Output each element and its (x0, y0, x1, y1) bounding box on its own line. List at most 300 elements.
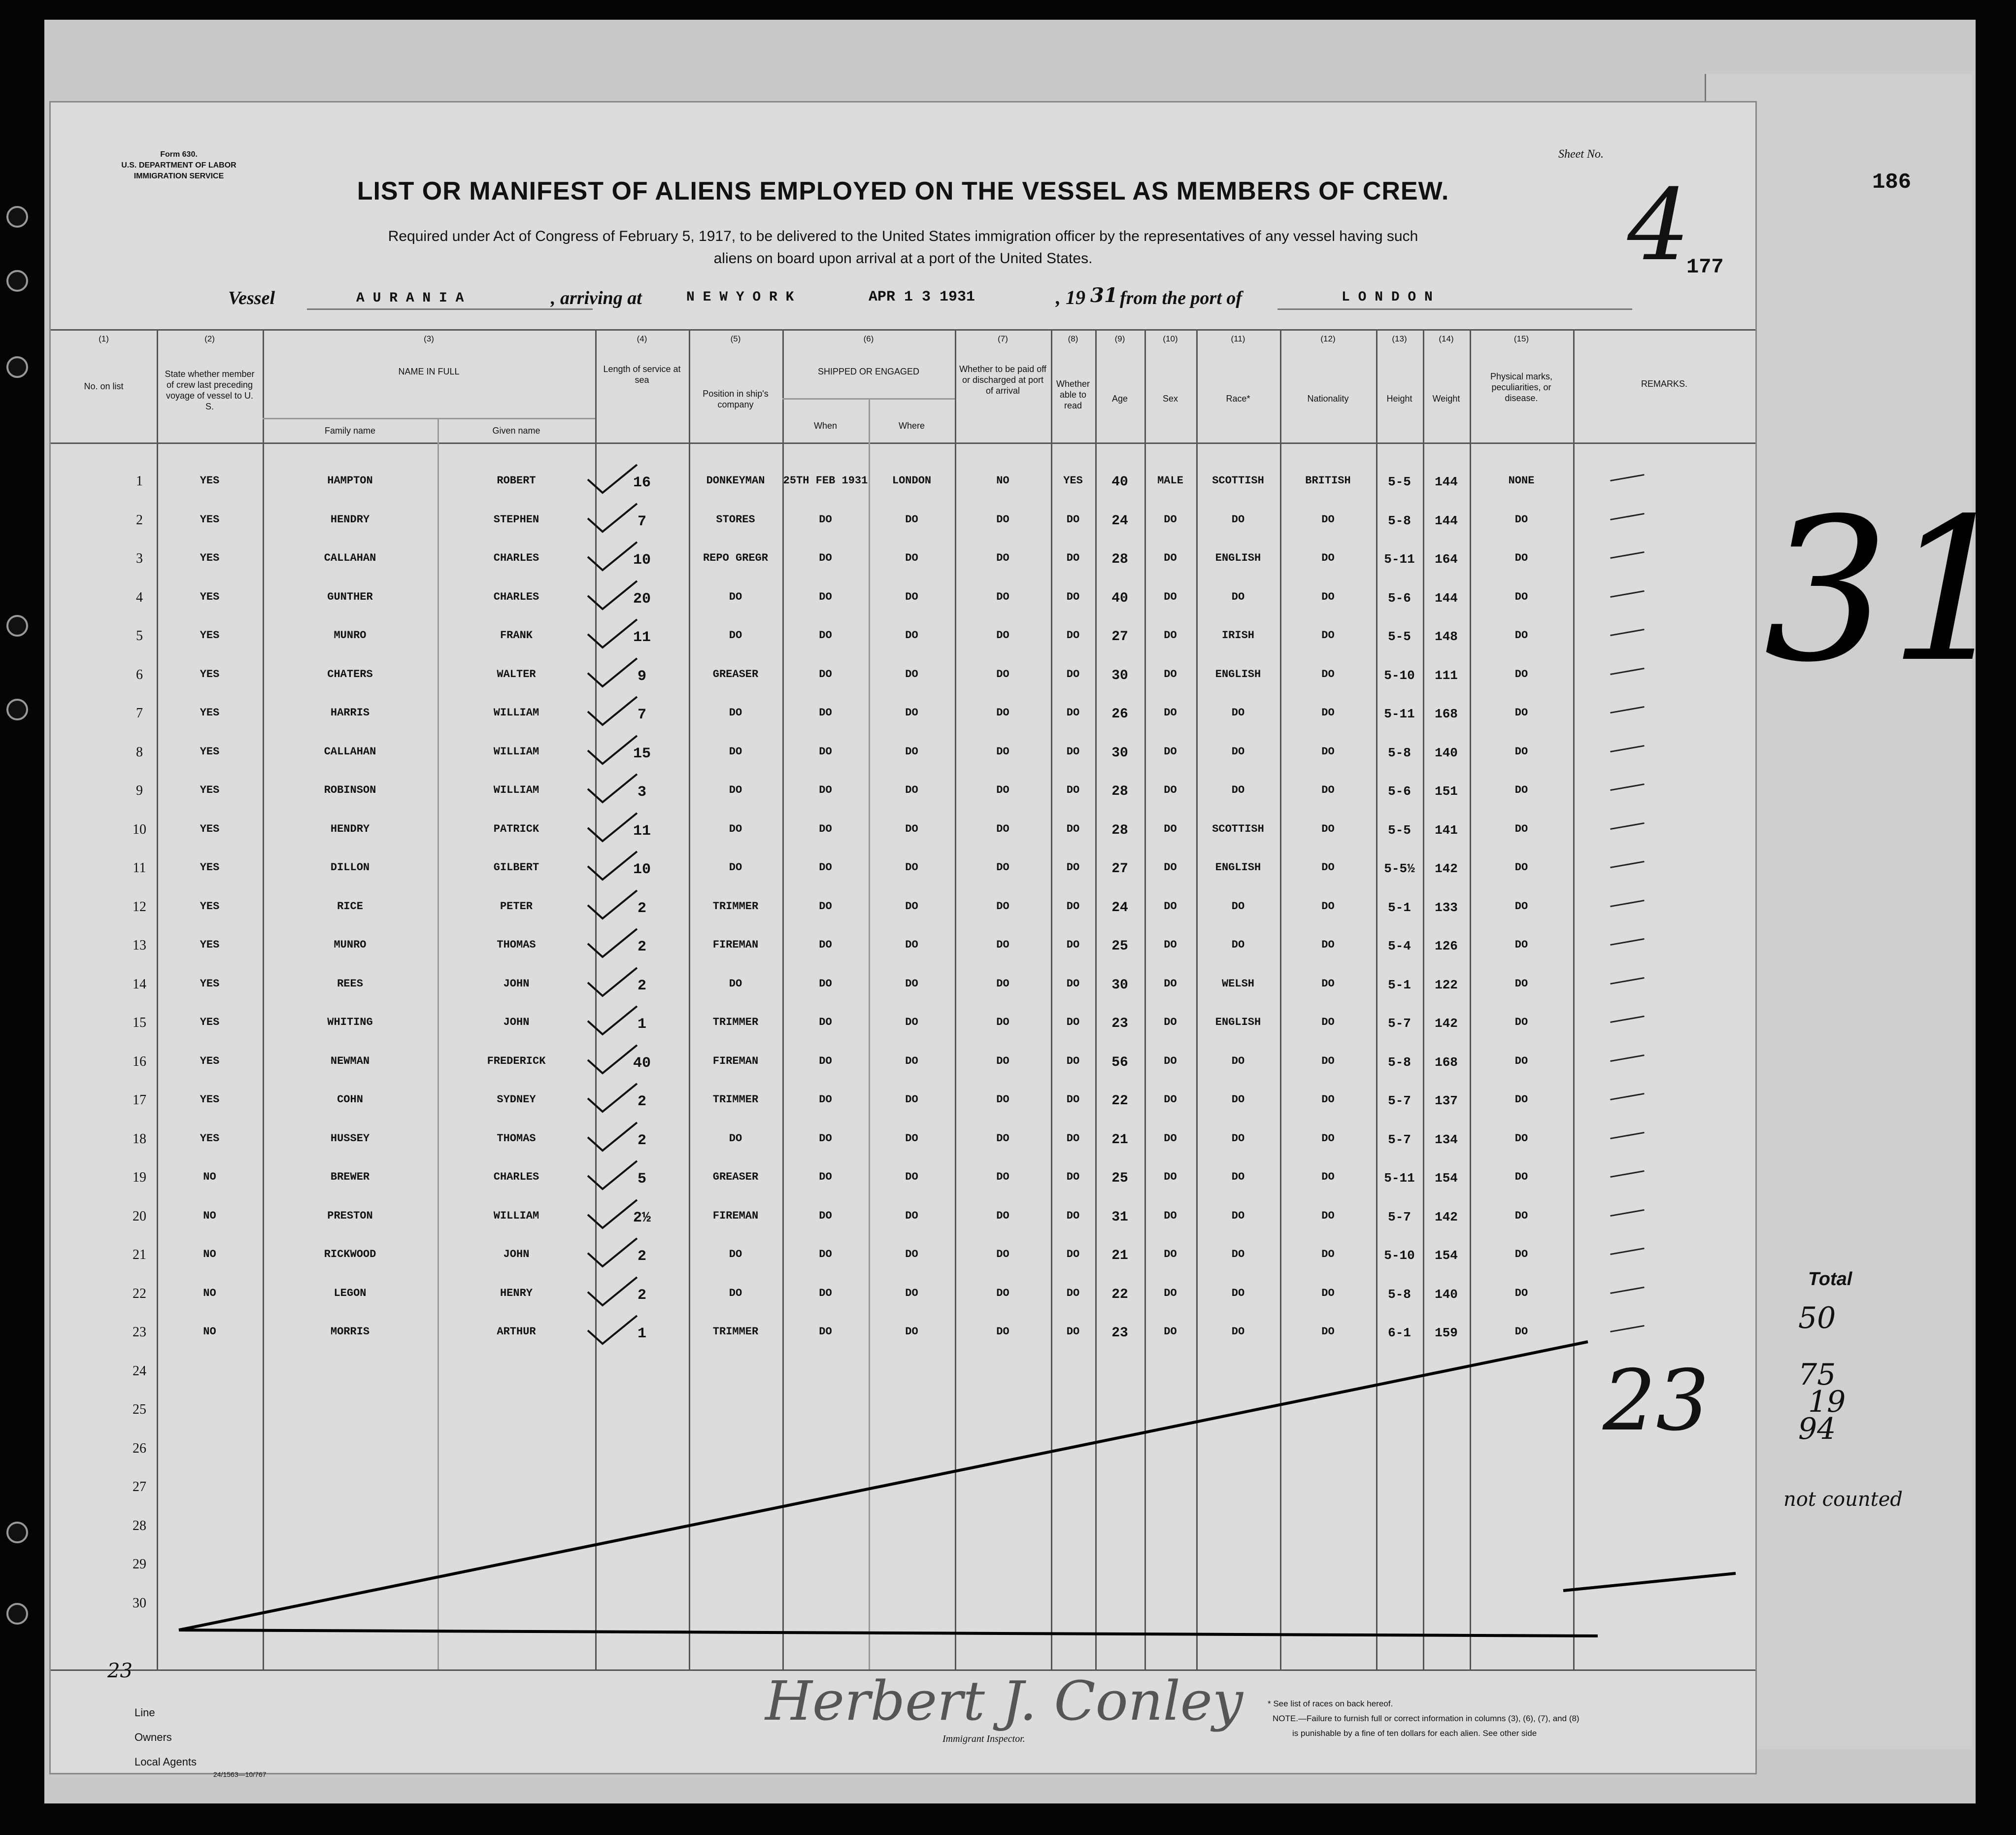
row-number: 7 (136, 706, 143, 721)
underline-total (1563, 1573, 1736, 1591)
cell-position: GREASER (712, 1171, 759, 1183)
cell-race: DO (1231, 1325, 1245, 1338)
cell-phys: DO (1514, 1209, 1528, 1222)
cell-nat: DO (1321, 552, 1335, 564)
col-num: (1) (99, 334, 109, 343)
cell-family: HUSSEY (330, 1132, 370, 1145)
cell-state: NO (203, 1248, 216, 1260)
cell-age: 30 (1111, 668, 1128, 683)
col-num: (3) (424, 334, 434, 343)
cell-length: 2 (637, 1093, 646, 1110)
cell-where: DO (905, 513, 918, 526)
cell-race: ENGLISH (1215, 668, 1261, 680)
cell-when: DO (819, 745, 832, 758)
row-number: 15 (133, 1015, 146, 1030)
cell-race: DO (1231, 1209, 1245, 1222)
cell-age: 40 (1111, 475, 1128, 490)
cell-age: 23 (1111, 1325, 1128, 1341)
cell-height: 5-8 (1388, 1287, 1411, 1302)
stamp-number-177: 177 (1686, 255, 1724, 279)
cell-length: 2 (637, 900, 646, 917)
cell-nat: DO (1321, 784, 1335, 796)
cell-given: SYDNEY (497, 1093, 536, 1106)
cell-race: DO (1231, 939, 1245, 951)
row-number: 17 (133, 1092, 146, 1108)
total-75: 75 (1798, 1358, 1836, 1392)
form-number: Form 630. (160, 150, 198, 159)
cell-where: DO (905, 861, 918, 874)
header-length-service: Length of service at sea (603, 364, 681, 385)
cell-race: DO (1231, 707, 1245, 719)
cell-position: TRIMMER (712, 1016, 759, 1028)
col-num: (13) (1392, 334, 1407, 343)
cell-state: YES (200, 552, 220, 564)
cell-given: ARTHUR (497, 1325, 536, 1338)
cell-paid: DO (996, 745, 1009, 758)
page-title: LIST OR MANIFEST OF ALIENS EMPLOYED ON THE VESSEL AS MEMBERS OF CREW. (357, 177, 1449, 205)
cell-read: DO (1066, 900, 1080, 913)
sheet-number-label: Sheet No. (1558, 148, 1604, 161)
cell-where: DO (905, 900, 918, 913)
cell-sex: DO (1164, 861, 1177, 874)
cell-paid: DO (996, 513, 1009, 526)
cell-when: DO (819, 939, 832, 951)
cell-paid: DO (996, 707, 1009, 719)
cell-where: DO (905, 1325, 918, 1338)
cell-read: DO (1066, 822, 1080, 835)
subtitle-line-1: Required under Act of Congress of February 5, 1917, to be delivered to the United States immigration officer by the representatives of any vessel having such (388, 228, 1418, 244)
cell-length: 2 (637, 939, 646, 955)
cell-when: DO (819, 552, 832, 564)
cell-race: WELSH (1221, 977, 1254, 990)
cell-where: DO (905, 822, 918, 835)
col-num: (11) (1231, 334, 1245, 343)
cell-when: DO (819, 784, 832, 796)
cell-race: IRISH (1221, 629, 1254, 642)
cell-phys: DO (1514, 977, 1528, 990)
sheet-number-value: 4 (1627, 168, 1690, 283)
cell-height: 5-7 (1388, 1209, 1411, 1224)
cell-race: SCOTTISH (1212, 475, 1264, 487)
horizontal-closing-line (179, 1630, 1598, 1636)
total-94: 94 (1798, 1412, 1836, 1446)
cell-height: 5-7 (1388, 1132, 1411, 1147)
cell-height: 5-4 (1388, 939, 1411, 953)
cell-weight: 142 (1435, 1016, 1458, 1031)
total-19: 19 (1808, 1385, 1846, 1419)
cell-state: YES (200, 707, 220, 719)
header-weight: Weight (1432, 394, 1460, 404)
cell-paid: DO (996, 1287, 1009, 1299)
row-number: 29 (133, 1557, 146, 1572)
cell-weight: 148 (1435, 629, 1458, 644)
cell-sex: DO (1164, 1209, 1177, 1222)
cell-paid: DO (996, 1248, 1009, 1260)
cell-weight: 154 (1435, 1171, 1458, 1186)
cell-where: DO (905, 1093, 918, 1106)
cell-when: DO (819, 1132, 832, 1145)
cell-nat: DO (1321, 1016, 1335, 1028)
arrival-port: N E W Y O R K (686, 290, 794, 305)
cell-race: DO (1231, 1171, 1245, 1183)
cell-phys: DO (1514, 1132, 1528, 1145)
row-number: 20 (133, 1208, 146, 1224)
cell-read: DO (1066, 1209, 1080, 1222)
cell-state: YES (200, 590, 220, 603)
punch-hole (6, 615, 28, 637)
cell-family: ROBINSON (324, 784, 376, 796)
diagonal-closing-line (179, 1342, 1588, 1630)
cell-paid: DO (996, 784, 1009, 796)
cell-where: LONDON (892, 475, 932, 487)
cell-when: DO (819, 590, 832, 603)
cell-where: DO (905, 784, 918, 796)
cell-phys: DO (1514, 745, 1528, 758)
cell-where: DO (905, 977, 918, 990)
cell-age: 22 (1111, 1093, 1128, 1109)
cell-state: NO (203, 1325, 216, 1338)
cell-phys: DO (1514, 1016, 1528, 1028)
cell-phys: DO (1514, 1325, 1528, 1338)
cell-length: 11 (633, 629, 651, 646)
cell-where: DO (905, 939, 918, 951)
cell-length: 2 (637, 1132, 646, 1149)
cell-position: DO (729, 977, 742, 990)
cell-state: YES (200, 900, 220, 913)
cell-nat: DO (1321, 629, 1335, 642)
cell-height: 5-1 (1388, 977, 1411, 992)
cell-family: HARRIS (330, 707, 370, 719)
cell-paid: DO (996, 1132, 1009, 1145)
cell-age: 21 (1111, 1132, 1128, 1148)
row-number: 22 (133, 1286, 146, 1301)
cell-nat: DO (1321, 1209, 1335, 1222)
cell-state: YES (200, 1054, 220, 1067)
cell-weight: 137 (1435, 1093, 1458, 1108)
cell-where: DO (905, 1248, 918, 1260)
cell-when: DO (819, 513, 832, 526)
cell-sex: DO (1164, 1054, 1177, 1067)
cell-age: 25 (1111, 1171, 1128, 1186)
cell-position: DO (729, 590, 742, 603)
cell-sex: DO (1164, 590, 1177, 603)
cell-position: GREASER (712, 668, 759, 680)
cell-weight: 141 (1435, 822, 1458, 838)
cell-weight: 140 (1435, 1287, 1458, 1302)
cell-when: DO (819, 668, 832, 680)
row-number: 16 (133, 1053, 146, 1069)
cell-paid: DO (996, 1016, 1009, 1028)
cell-family: NEWMAN (330, 1054, 370, 1067)
cell-family: COHN (337, 1093, 363, 1106)
cell-paid: DO (996, 1054, 1009, 1067)
header-age: Age (1111, 394, 1128, 404)
cell-position: DO (729, 707, 742, 719)
cell-state: YES (200, 1016, 220, 1028)
cell-phys: DO (1514, 629, 1528, 642)
cell-phys: DO (1514, 822, 1528, 835)
cell-state: YES (200, 784, 220, 796)
cell-phys: DO (1514, 784, 1528, 796)
header-when: When (813, 421, 838, 431)
cell-race: DO (1231, 745, 1245, 758)
cell-state: YES (200, 977, 220, 990)
cell-age: 28 (1111, 822, 1128, 838)
cell-phys: DO (1514, 1054, 1528, 1067)
cell-age: 31 (1111, 1209, 1128, 1225)
cell-state: YES (200, 1093, 220, 1106)
cell-position: DO (729, 1132, 742, 1145)
header-name-in-full: NAME IN FULL (398, 367, 460, 376)
punch-hole (6, 206, 28, 228)
cell-state: YES (200, 822, 220, 835)
cell-when: DO (819, 822, 832, 835)
cell-when: DO (819, 1287, 832, 1299)
cell-where: DO (905, 1209, 918, 1222)
cell-nat: DO (1321, 939, 1335, 951)
from-port-label: from the port of (1120, 288, 1243, 308)
cell-nat: DO (1321, 1093, 1335, 1106)
cell-position: DO (729, 784, 742, 796)
cell-age: 24 (1111, 900, 1128, 916)
row-number: 30 (133, 1595, 146, 1611)
cell-where: DO (905, 629, 918, 642)
cell-sex: DO (1164, 1093, 1177, 1106)
department-name: U.S. DEPARTMENT OF LABOR (121, 161, 236, 170)
cell-paid: DO (996, 1325, 1009, 1338)
cell-weight: 142 (1435, 861, 1458, 876)
cell-when: 25TH FEB 1931 (783, 475, 868, 487)
cell-nat: DO (1321, 1325, 1335, 1338)
cell-sex: DO (1164, 977, 1177, 990)
cell-height: 5-11 (1384, 707, 1415, 721)
cell-phys: DO (1514, 900, 1528, 913)
punch-hole (6, 270, 28, 292)
cell-given: CHARLES (493, 590, 539, 603)
cell-position: REPO GREGR (703, 552, 769, 564)
cell-when: DO (819, 1093, 832, 1106)
row-number: 9 (136, 783, 143, 798)
footer-agents-label: Local Agents (134, 1756, 197, 1768)
cell-race: ENGLISH (1215, 861, 1261, 874)
cell-length: 2½ (633, 1209, 651, 1226)
cell-sex: DO (1164, 745, 1177, 758)
cell-family: MORRIS (330, 1325, 370, 1338)
cell-where: DO (905, 1054, 918, 1067)
cell-paid: DO (996, 590, 1009, 603)
cell-race: DO (1231, 1132, 1245, 1145)
cell-phys: DO (1514, 552, 1528, 564)
cell-sex: DO (1164, 1016, 1177, 1028)
cell-paid: NO (996, 475, 1009, 487)
cell-phys: DO (1514, 513, 1528, 526)
cell-weight: 154 (1435, 1248, 1458, 1263)
cell-read: DO (1066, 513, 1080, 526)
cell-age: 24 (1111, 513, 1128, 529)
cell-length: 5 (637, 1171, 646, 1188)
cell-weight: 134 (1435, 1132, 1458, 1147)
cell-height: 5-6 (1388, 784, 1411, 799)
stamp-number-186: 186 (1872, 170, 1912, 195)
cell-nat: DO (1321, 822, 1335, 835)
total-label: Total (1808, 1269, 1852, 1290)
row-number: 10 (133, 821, 146, 837)
cell-sex: DO (1164, 668, 1177, 680)
cell-position: TRIMMER (712, 1093, 759, 1106)
cell-family: RICE (337, 900, 363, 913)
cell-length: 9 (637, 668, 646, 685)
cell-family: LEGON (334, 1287, 367, 1299)
cell-family: DILLON (330, 861, 370, 874)
cell-weight: 144 (1435, 513, 1458, 528)
cell-read: DO (1066, 1016, 1080, 1028)
cell-read: DO (1066, 1248, 1080, 1260)
cell-weight: 159 (1435, 1325, 1458, 1340)
cell-nat: DO (1321, 977, 1335, 990)
cell-family: CALLAHAN (324, 552, 376, 564)
cell-race: DO (1231, 1248, 1245, 1260)
cell-phys: DO (1514, 1171, 1528, 1183)
header-nationality: Nationality (1307, 394, 1349, 404)
cell-when: DO (819, 977, 832, 990)
cell-family: HENDRY (330, 822, 370, 835)
cell-given: THOMAS (497, 939, 536, 951)
cell-given: WILLIAM (493, 707, 539, 719)
header-physical: Physical marks, peculiarities, or disease. (1490, 372, 1553, 403)
cell-height: 5-6 (1388, 590, 1411, 606)
col-num: (14) (1439, 334, 1454, 343)
cell-sex: DO (1164, 939, 1177, 951)
cell-position: TRIMMER (712, 900, 759, 913)
cell-family: CHATERS (327, 668, 373, 680)
cell-sex: DO (1164, 629, 1177, 642)
cell-read: DO (1066, 1171, 1080, 1183)
cell-state: YES (200, 629, 220, 642)
cell-family: MUNRO (334, 939, 367, 951)
cell-read: DO (1066, 1132, 1080, 1145)
cell-length: 3 (637, 784, 646, 801)
cell-phys: NONE (1508, 475, 1535, 487)
cell-weight: 164 (1435, 552, 1458, 567)
service-name: IMMIGRATION SERVICE (134, 172, 224, 180)
year-value: 31 (1090, 284, 1118, 307)
cell-age: 27 (1111, 861, 1128, 877)
cell-age: 30 (1111, 977, 1128, 993)
print-code: 24/1563—10/767 (213, 1770, 267, 1778)
note-text-1: Failure to furnish full or correct information in columns (3), (6), (7), and (8) (1306, 1714, 1579, 1723)
header-paid-off: Whether to be paid off or discharged at port of arrival (959, 364, 1046, 396)
row-number: 25 (133, 1402, 146, 1417)
cell-read: DO (1066, 668, 1080, 680)
cell-nat: DO (1321, 707, 1335, 719)
cell-given: JOHN (503, 1248, 530, 1260)
cell-state: YES (200, 513, 220, 526)
cell-where: DO (905, 668, 918, 680)
cell-when: DO (819, 629, 832, 642)
col-num: (12) (1320, 334, 1336, 343)
cell-nat: DO (1321, 861, 1335, 874)
cell-race: DO (1231, 1093, 1245, 1106)
row-number: 23 (133, 1325, 146, 1340)
cell-height: 5-7 (1388, 1093, 1411, 1108)
row-number: 12 (133, 899, 146, 915)
cell-length: 20 (633, 590, 651, 608)
cell-length: 1 (637, 1325, 646, 1342)
cell-read: DO (1066, 590, 1080, 603)
cell-read: DO (1066, 1325, 1080, 1338)
cell-given: STEPHEN (493, 513, 539, 526)
cell-paid: DO (996, 629, 1009, 642)
handwritten-total-23: 23 (1603, 1352, 1710, 1450)
cell-height: 6-1 (1388, 1325, 1411, 1340)
cell-position: DO (729, 629, 742, 642)
cell-when: DO (819, 900, 832, 913)
row-number: 18 (133, 1131, 146, 1147)
cell-position: DO (729, 745, 742, 758)
cell-given: JOHN (503, 1016, 530, 1028)
cell-family: PRESTON (327, 1209, 373, 1222)
total-50: 50 (1798, 1301, 1836, 1335)
cell-length: 15 (633, 745, 651, 762)
row-number: 19 (133, 1170, 146, 1185)
cell-sex: DO (1164, 707, 1177, 719)
cell-when: DO (819, 1016, 832, 1028)
row-number: 26 (133, 1440, 146, 1456)
cell-race: ENGLISH (1215, 1016, 1261, 1028)
col-num: (6) (863, 334, 874, 343)
cell-height: 5-8 (1388, 1054, 1411, 1070)
cell-when: DO (819, 861, 832, 874)
cell-sex: DO (1164, 1132, 1177, 1145)
cell-length: 40 (633, 1054, 651, 1072)
cell-nat: DO (1321, 1287, 1335, 1299)
cell-paid: DO (996, 822, 1009, 835)
cell-where: DO (905, 1287, 918, 1299)
cell-where: DO (905, 552, 918, 564)
cell-state: NO (203, 1209, 216, 1222)
vessel-name: A U R A N I A (356, 291, 464, 306)
cell-position: FIREMAN (712, 939, 759, 951)
cell-nat: DO (1321, 668, 1335, 680)
col-num: (8) (1068, 334, 1078, 343)
cell-weight: 151 (1435, 784, 1458, 799)
cell-height: 5-1 (1388, 900, 1411, 915)
row-number: 27 (133, 1479, 146, 1495)
cell-where: DO (905, 707, 918, 719)
cell-length: 11 (633, 822, 651, 840)
cell-family: WHITING (327, 1016, 373, 1028)
header-no-on-list: No. on list (84, 381, 124, 391)
cell-position: FIREMAN (712, 1054, 759, 1067)
header-sex: Sex (1162, 394, 1178, 404)
cell-sex: DO (1164, 1248, 1177, 1260)
cell-weight: 142 (1435, 1209, 1458, 1224)
cell-weight: 133 (1435, 900, 1458, 915)
cell-read: DO (1066, 552, 1080, 564)
cell-paid: DO (996, 668, 1009, 680)
cell-length: 2 (637, 1287, 646, 1304)
cell-height: 5-5½ (1384, 861, 1415, 876)
footer-owners-label: Owners (134, 1731, 172, 1743)
cell-paid: DO (996, 1209, 1009, 1222)
cell-read: DO (1066, 939, 1080, 951)
cell-age: 28 (1111, 552, 1128, 567)
row-number: 21 (133, 1247, 146, 1262)
cell-position: STORES (716, 513, 755, 526)
cell-state: YES (200, 475, 220, 487)
side-note: not counted (1783, 1488, 1903, 1511)
cell-nat: BRITISH (1305, 475, 1351, 487)
